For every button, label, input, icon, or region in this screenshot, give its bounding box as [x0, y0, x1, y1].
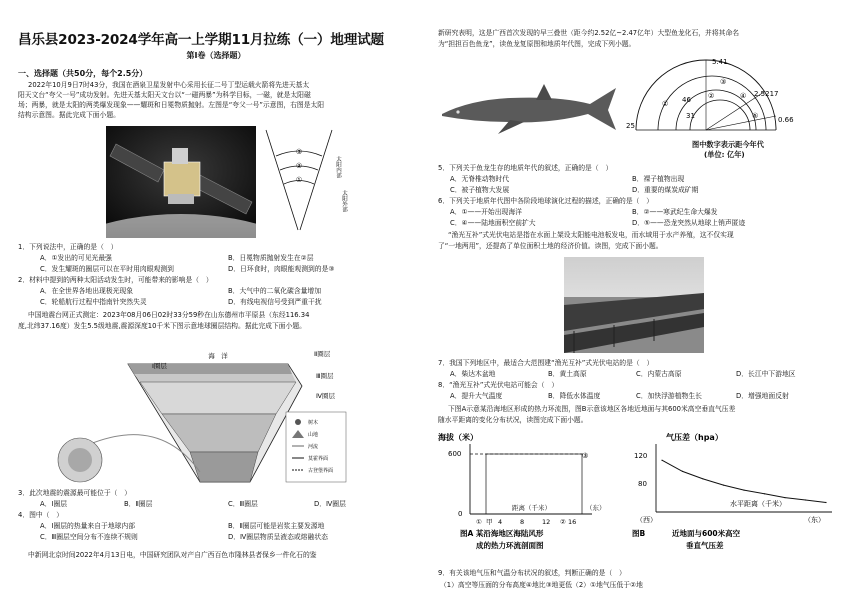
q6-option-a[interactable]: A．①——开始出现海洋 [450, 208, 522, 216]
chartA-xtick-2: ② [560, 518, 566, 526]
q9-statements: （1）高空等压面的分布高度④地比③地更低（2）①地气压低于②地 [440, 581, 643, 589]
intro5-line2: 随水平距离的变化分布状况，读图完成下面小题。 [438, 416, 588, 424]
q7-stem: 7．我国下列地区中，最适合大范围建“渔光互补”式光伏电站的是（ ） [438, 359, 654, 367]
left-column [14, 0, 418, 607]
chartA-ytick-0: 0 [458, 510, 463, 518]
q2-option-b[interactable]: B．大气中的二氧化碳含量增加 [228, 287, 322, 295]
chartB-ylabel: 气压差（hpa） [666, 433, 723, 442]
layer-iii-label: Ⅲ圈层 [316, 372, 334, 380]
sun-structure-diagram [264, 126, 354, 238]
q4-option-d[interactable]: D．Ⅳ圈层物质呈液态或熔融状态 [228, 533, 328, 541]
layer-label-2: ② [295, 162, 303, 170]
q3-option-a[interactable]: A．Ⅰ圈层 [40, 500, 68, 508]
intro3-line2: 新研究表明，这是广西首次发现的早三叠世（距今约2.52亿~2.47亿年）大型鱼龙化石，并将其命名 [438, 29, 740, 37]
q5-option-d[interactable]: D．重要的煤炭成矿期 [632, 186, 699, 194]
q2-option-d[interactable]: D．有线电视信号受到严重干扰 [228, 298, 322, 306]
geo-era-2: ② [708, 92, 715, 100]
q1-stem: 1．下列说法中，正确的是（ ） [18, 243, 118, 251]
q9-stem: 9．有关该地气压和气温分布状况的叙述，判断正确的是（ ） [438, 569, 626, 577]
q2-option-a[interactable]: A．在全世界各地出现极光现象 [40, 287, 134, 295]
pressure-point [702, 478, 703, 479]
q3-option-b[interactable]: B．Ⅱ圈层 [124, 500, 153, 508]
earth-layers-diagram [50, 334, 370, 486]
q2-option-c[interactable]: C．轮船航行过程中指南针突然失灵 [40, 298, 147, 306]
q4-stem: 4．图中（ ） [18, 511, 64, 519]
chartA-ylabel: 海拔（米） [438, 433, 478, 442]
legend-river: 河流 [308, 444, 319, 450]
intro1-line1: 2022年10月9日7时43分，我国在酒泉卫星发射中心采用长征二号丁型运载火箭将先进天基太 [28, 81, 310, 89]
pressure-difference-chart [626, 428, 846, 552]
q6-stem: 6．下列关于地质年代图中各阶段地球演化过程的描述，正确的是（ ） [438, 197, 654, 205]
intro2-line1: 中国地震台网正式测定：2023年08月06日02时33分59秒在山东德州市平原县（东经116.34 [28, 311, 310, 319]
q2-stem: 2．材料中提到的两种太阳活动发生时，可能带来的影响是（ ） [18, 276, 213, 284]
intro2-line2: 度,北纬37.16度）发生5.5级地震,震源深度10千米下图示意地球圈层结构。据此完成下面小题。 [18, 322, 306, 330]
chartB-ytick-120: 120 [634, 452, 648, 460]
geo-label-25217: 2.5217 [754, 90, 779, 98]
q3-option-d[interactable]: D．Ⅳ圈层 [314, 500, 346, 508]
q5-option-c[interactable]: C．被子植物大发展 [450, 186, 510, 194]
legend-tree: 树木 [308, 420, 319, 426]
geo-caption-2: (单位: 亿年) [704, 150, 745, 159]
q1-option-c[interactable]: C．发生耀斑的圈层可以在平时用肉眼观测到 [40, 265, 174, 273]
intro3-line1: 中新网北京时间2022年4月13日电，中国研究团队对产自广西百色市隆林县者保乡一件化石的鉴 [28, 551, 317, 559]
chartB-east: （东） [804, 516, 825, 524]
chartB-ytick-80: 80 [638, 480, 647, 488]
q5-option-b[interactable]: B．裸子植物出现 [632, 175, 685, 183]
chartB-caption-1: 近地面与600米高空 [672, 529, 741, 538]
geo-label-541: 5.41 [712, 58, 728, 66]
q8-option-a[interactable]: A．提升大气温度 [450, 392, 503, 400]
pressure-point [723, 485, 724, 486]
layer-iv-label: Ⅳ圈层 [316, 392, 335, 400]
q7-option-b[interactable]: B．黄土高原 [548, 370, 587, 378]
geo-label-25: 25 [626, 122, 635, 130]
intro1-line4: 结构示意图。据此完成下面小题。 [18, 111, 120, 119]
chartA-xtick-16: 16 [568, 518, 577, 526]
section-heading: 一、选择题（共50分，每个2.5分） [18, 69, 148, 78]
pressure-point [682, 471, 683, 472]
chartA-east: （东） [586, 504, 606, 512]
geologic-time-spiral [622, 46, 802, 146]
intro4-line1: “渔光互补”式光伏电站是指在水面上架设太阳能电池板发电，而水域用于水产养殖，这不仅实现 [448, 231, 734, 239]
intro5-line1: 下图A示意某沿海地区形成的热力环流图，图B示意该地区各地近地面与其600米高空垂直气压差 [448, 405, 736, 413]
chartA-xtick-4: 4 [498, 518, 503, 526]
layer-label-3: ③ [295, 148, 303, 156]
page-title: 昌乐县2023-2024学年高一上学期11月拉练（一）地理试题 [18, 32, 384, 48]
ichthyosaur-image [440, 70, 618, 138]
q8-option-c[interactable]: C．加快浮游植物生长 [636, 392, 702, 400]
chartA-caption-1: 图A 某沿海地区海陆风形 [460, 529, 544, 538]
legend-gutenberg: 古登堡界面 [308, 468, 334, 474]
pressure-point [743, 490, 744, 491]
volume-title: 第Ⅰ卷（选择题） [186, 51, 246, 60]
layer-i-label: Ⅰ圈层 [152, 362, 167, 370]
chartA-xlabel: 距离（千米） [512, 504, 551, 512]
sun-inner-label: 太阳内部 [335, 156, 341, 178]
chartB-series [661, 460, 826, 504]
intro1-line2: 阳天文台“夸父一号”成功发射。先进天基太阳天文台以“一磁两暴”为科学目标，一磁，就是太阳磁 [18, 91, 311, 99]
pressure-curve [662, 460, 826, 502]
q6-option-b[interactable]: B．②——寒武纪生命大爆发 [632, 208, 718, 216]
pressure-point [764, 493, 765, 494]
chartB-caption-2: 垂直气压差 [686, 541, 724, 550]
q1-option-d[interactable]: D．日环食时，肉眼能观测到的是③ [228, 265, 335, 273]
q4-option-c[interactable]: C．Ⅲ圈层空间分布不连续不规则 [40, 533, 138, 541]
chartA-xtick-jia: 甲 [486, 518, 493, 526]
q5-option-a[interactable]: A．无脊椎动物时代 [450, 175, 510, 183]
q5-stem: 5．下列关于鱼龙生存的地质年代的叙述，正确的是（ ） [438, 164, 613, 172]
pressure-point [825, 502, 826, 503]
pressure-point [784, 497, 785, 498]
q8-stem: 8．“渔光互补”式光伏电站可能会（ ） [438, 381, 559, 389]
q3-stem: 3．此次地震的震源最可能位于（ ） [18, 489, 132, 497]
geo-era-5: ⑤ [752, 112, 759, 120]
geo-era-4: ④ [740, 92, 747, 100]
intro1-line3: 场；两暴，就是太阳的两类爆发现象——耀斑和日冕物质抛射。左图是“夸父一号”示意图，右图是太阳 [18, 101, 325, 109]
q1-option-a[interactable]: A．①发出的可见光最强 [40, 254, 112, 262]
sea-label: 海 洋 [208, 352, 228, 360]
geo-label-31: 31 [686, 112, 695, 120]
chartB-xlabel: 水平距离（千米） [730, 500, 786, 508]
legend-moho: 莫霍界面 [308, 456, 329, 462]
chartA-ytick-600: 600 [448, 450, 462, 458]
q1-option-b[interactable]: B．日冕物质抛射发生在②层 [228, 254, 314, 262]
chartA-point-3: ③ [582, 452, 589, 460]
thermal-circulation-chart [436, 428, 626, 552]
layer-ii-label: Ⅱ圈层 [314, 350, 331, 358]
q8-option-d[interactable]: D．增强地面反射 [736, 392, 789, 400]
q8-option-b[interactable]: B．降低水体温度 [548, 392, 601, 400]
q7-option-a[interactable]: A．柴达木盆地 [450, 370, 496, 378]
chartA-xtick-8: 8 [520, 518, 525, 526]
chartB-west: （西） [636, 516, 657, 524]
layer-label-1: ① [295, 176, 303, 184]
legend-mountain: 山地 [308, 432, 319, 438]
q7-option-c[interactable]: C．内蒙古高原 [636, 370, 682, 378]
right-column [436, 0, 850, 607]
geo-label-46: 46 [682, 96, 691, 104]
geo-label-066: 0.66 [778, 116, 794, 124]
solar-farm-image [564, 257, 704, 353]
pressure-point [661, 460, 662, 461]
chartA-caption-2: 成的热力环流剖面图 [476, 541, 544, 550]
geo-era-1: ① [662, 100, 669, 108]
q6-option-c[interactable]: C．④——陆地面积空前扩大 [450, 219, 536, 227]
q7-option-d[interactable]: D．长江中下游地区 [736, 370, 796, 378]
chartA-xtick-1: ① [476, 518, 482, 526]
intro4-line2: 了“一地两用”，还提高了单位面积土地的经济价值。读图，完成下面小题。 [438, 242, 663, 250]
q4-option-a[interactable]: A．Ⅰ圈层的热量来自于地球内部 [40, 522, 136, 530]
satellite-image [106, 126, 256, 238]
sun-outer-label: 太阳外部 [341, 190, 347, 212]
pressure-point [805, 499, 806, 500]
chartB-caption-label: 图B [632, 529, 646, 538]
geo-caption-1: 图中数字表示距今年代 [692, 140, 764, 149]
intro3-line3: 为“担担百色鱼龙”，读鱼龙复原图和地质年代图，完成下列小题。 [438, 40, 636, 48]
geo-era-3: ③ [720, 78, 727, 86]
q4-option-b[interactable]: B．Ⅱ圈层可能是岩浆主要发源地 [228, 522, 325, 530]
q3-option-c[interactable]: C．Ⅲ圈层 [228, 500, 258, 508]
chartA-xtick-12: 12 [542, 518, 551, 526]
q6-option-d[interactable]: D．⑤——恐龙突然从地球上销声匿迹 [632, 219, 746, 227]
